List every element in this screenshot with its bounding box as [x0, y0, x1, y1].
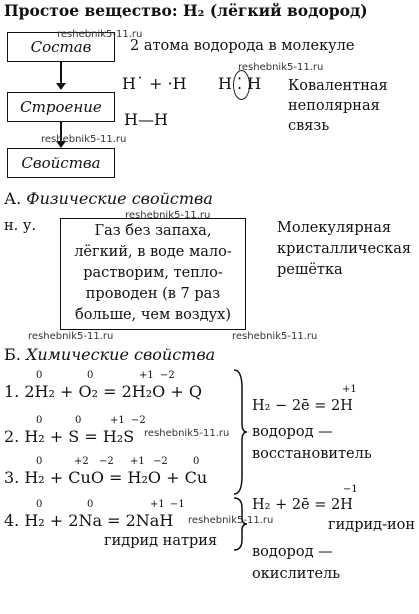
- brace-reducer: [232, 368, 248, 496]
- eq3-ox-cu: +2: [74, 456, 89, 467]
- eq3-ox-h: +1: [130, 456, 145, 467]
- reducer-label: [252, 421, 372, 465]
- lattice-line-2: кристаллическая: [277, 241, 412, 257]
- electron-pair-ellipse: [233, 70, 250, 100]
- normal-conditions: н. у.: [4, 218, 37, 234]
- watermark: reshebnik5-11.ru: [41, 134, 127, 145]
- eq1-ox-h2: 0: [36, 370, 43, 381]
- phys-line-3: растворим, тепло-: [83, 265, 223, 281]
- reducer-label-1: водород —: [252, 424, 333, 440]
- section-a-title: Физические свойства: [26, 189, 213, 208]
- physical-properties-box: [60, 218, 246, 330]
- section-b-letter: Б.: [4, 345, 21, 364]
- lattice-type: [277, 218, 411, 281]
- bond-line-1: Ковалентная: [288, 78, 388, 94]
- eq3-ox-o2: −2: [153, 456, 168, 467]
- bond-line-3: связь: [288, 118, 330, 134]
- section-b-title: Химические свойства: [25, 345, 216, 364]
- watermark: reshebnik5-11.ru: [144, 428, 230, 439]
- oxidizer-equation: H₂ + 2ē = 2H: [252, 497, 353, 513]
- watermark: reshebnik5-11.ru: [238, 62, 324, 73]
- eq1-ox-o2: 0: [87, 370, 94, 381]
- equation-3: 3. H₂ + CuO = H₂O + Cu: [4, 468, 208, 487]
- bond-type: [288, 76, 388, 136]
- eq4-ox-na: 0: [87, 499, 94, 510]
- eq4-ox-h1: −1: [170, 499, 185, 510]
- eq3-ox-cu0: 0: [193, 456, 200, 467]
- composition-text: 2 атома водорода в молекуле: [130, 38, 355, 54]
- equation-1: 1. 2H₂ + O₂ = 2H₂O + Q: [4, 382, 202, 401]
- lattice-line-1: Молекулярная: [277, 220, 392, 236]
- watermark: reshebnik5-11.ru: [188, 515, 274, 526]
- oxidizer-charge: −1: [343, 484, 358, 495]
- eq2-ox-h2: 0: [36, 415, 43, 426]
- phys-line-4: проводен (в 7 раз: [85, 286, 221, 302]
- eq4-ox-h2: 0: [36, 499, 43, 510]
- eq1-ox-h: +1: [139, 370, 154, 381]
- oxidizer-label: [252, 541, 340, 585]
- lewis-right: H ⁚ H: [218, 74, 262, 93]
- box-properties: Свойства: [7, 148, 115, 178]
- watermark: reshebnik5-11.ru: [57, 29, 143, 40]
- eq3-ox-o: −2: [99, 456, 114, 467]
- eq2-ox-s2: −2: [131, 415, 146, 426]
- watermark: reshebnik5-11.ru: [125, 210, 211, 221]
- eq1-ox-o: −2: [160, 370, 175, 381]
- reducer-equation: H₂ − 2ē = 2H: [252, 398, 353, 414]
- structural-formula: H—H: [124, 110, 168, 129]
- box-composition: Состав: [7, 32, 115, 62]
- oxidizer-label-2: окислитель: [252, 566, 341, 582]
- section-a-letter: А.: [4, 189, 22, 208]
- lewis-left: H˙ + ·H: [122, 74, 187, 93]
- arrow-down-1: [60, 61, 62, 85]
- page-title: Простое вещество: H₂ (лёгкий водород): [4, 1, 368, 20]
- box-structure: Строение: [7, 92, 115, 122]
- oxidizer-label-1: водород —: [252, 544, 333, 560]
- eq2-ox-s: 0: [75, 415, 82, 426]
- hydride-ion-label: гидрид-ион: [328, 517, 416, 533]
- eq3-ox-h2: 0: [36, 456, 43, 467]
- eq2-ox-h: +1: [110, 415, 125, 426]
- watermark: reshebnik5-11.ru: [232, 331, 318, 342]
- watermark: reshebnik5-11.ru: [28, 331, 114, 342]
- equation-4: 4. H₂ + 2Na = 2NaH: [4, 511, 174, 530]
- reducer-label-2: восстановитель: [252, 446, 372, 462]
- phys-line-1: Газ без запаха,: [94, 223, 212, 239]
- sodium-hydride-note: гидрид натрия: [104, 533, 218, 549]
- reducer-charge: +1: [342, 384, 357, 395]
- section-a-heading: [4, 189, 213, 208]
- bond-line-2: неполярная: [288, 98, 380, 114]
- equation-2: 2. H₂ + S = H₂S: [4, 427, 135, 446]
- phys-line-2: лёгкий, в воде мало-: [74, 244, 232, 260]
- section-b-heading: [4, 345, 215, 364]
- lattice-line-3: решётка: [277, 262, 343, 278]
- phys-line-5: больше, чем воздух): [75, 307, 231, 323]
- eq4-ox-na1: +1: [150, 499, 165, 510]
